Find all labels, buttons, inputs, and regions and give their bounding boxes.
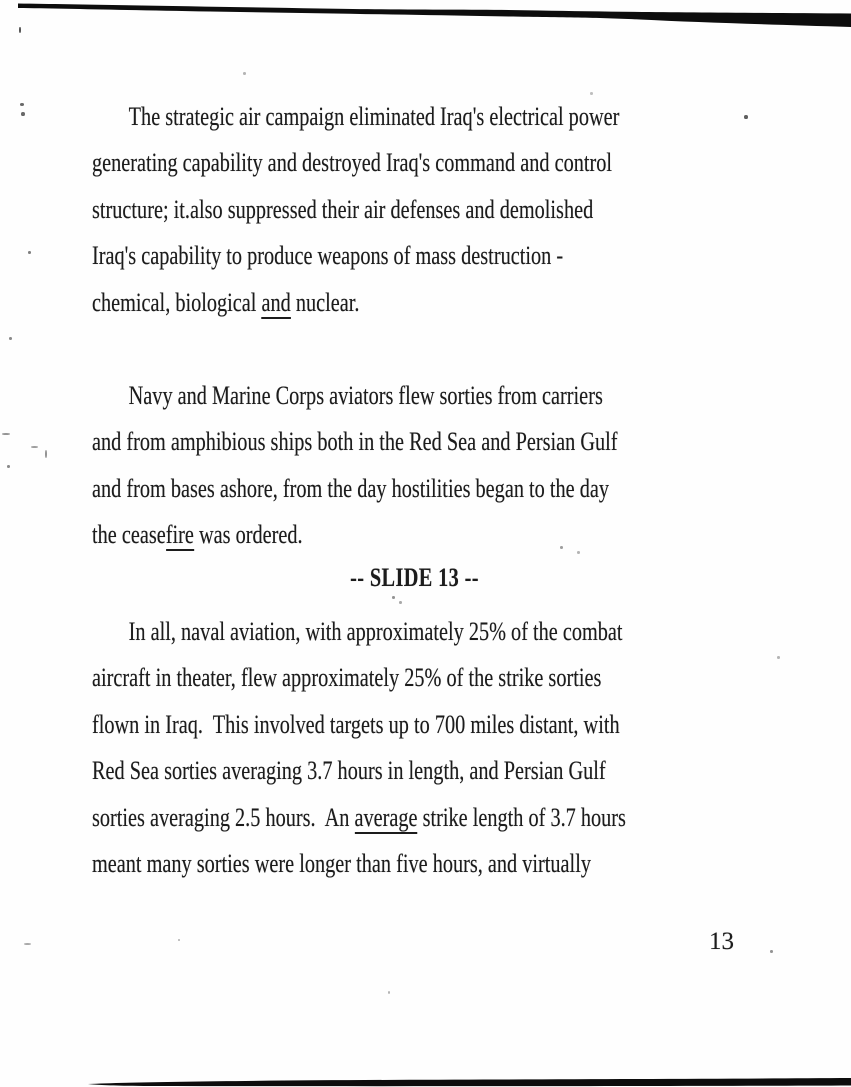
scan-speck <box>388 991 390 994</box>
text-segment: the cease <box>92 520 166 550</box>
scan-speck <box>21 112 25 116</box>
text-line: flown in Iraq. This involved targets up to 700 miles distant, with <box>92 709 620 739</box>
underlined-word: and <box>261 287 291 317</box>
scan-speck <box>178 939 180 941</box>
scan-bottom-bar <box>0 1075 851 1087</box>
scan-speck <box>45 450 47 458</box>
text-segment: chemical, biological <box>92 287 262 317</box>
scan-speck <box>560 546 563 549</box>
text-line <box>92 512 737 558</box>
slide-heading: -- SLIDE 13 -- <box>350 563 479 592</box>
scan-speck <box>577 551 580 554</box>
scan-speck <box>770 950 773 953</box>
scan-speck <box>31 446 38 448</box>
text-line: structure; it.also suppressed their air defenses and demolished <box>92 194 594 224</box>
text-line: and from bases ashore, from the day hostilities began to the day <box>92 473 610 503</box>
text-line: Iraq's capability to produce weapons of mass destruction - <box>92 241 564 271</box>
text-line: Navy and Marine Corps aviators flew sorties from carriers <box>128 381 603 410</box>
text-segment: nuclear. <box>290 287 360 317</box>
text-line: aircraft in theater, flew approximately 25% of the strike sorties <box>92 663 602 693</box>
text-segment: sorties averaging 2.5 hours. An <box>92 802 355 832</box>
text-line <box>92 795 737 841</box>
scan-speck <box>590 92 593 95</box>
paragraph-1 <box>92 94 737 326</box>
scan-speck <box>392 596 395 599</box>
text-segment: was ordered. <box>193 520 303 550</box>
scan-speck <box>2 433 10 435</box>
text-line: Red Sea sorties averaging 3.7 hours in length, and Persian Gulf <box>92 756 606 786</box>
text-line: and from amphibious ships both in the Red Sea and Persian Gulf <box>92 427 618 457</box>
scan-speck <box>243 72 246 75</box>
text-line: generating capability and destroyed Iraq's command and control <box>92 148 613 178</box>
scan-speck <box>7 465 10 468</box>
text-line: In all, naval aviation, with approximately 25% of the combat <box>128 617 623 646</box>
scan-speck <box>19 27 21 33</box>
scan-speck <box>24 943 31 945</box>
text-line <box>92 280 737 326</box>
paragraph-3 <box>92 609 737 887</box>
paragraph-2 <box>92 373 737 559</box>
text-line: meant many sorties were longer than five hours, and virtually <box>92 849 591 879</box>
scan-speck <box>777 656 780 659</box>
scan-speck <box>744 115 748 119</box>
text-line: The strategic air campaign eliminated Iraq's electrical power <box>128 102 620 131</box>
scan-speck <box>399 601 402 604</box>
underlined-word: fire <box>165 520 194 550</box>
scan-speck <box>20 103 24 106</box>
text-segment: strike length of 3.7 hours <box>417 802 626 832</box>
scan-speck <box>28 251 31 254</box>
underlined-word: average <box>354 802 418 832</box>
scan-speck <box>9 337 12 340</box>
page-number: 13 <box>709 928 734 955</box>
